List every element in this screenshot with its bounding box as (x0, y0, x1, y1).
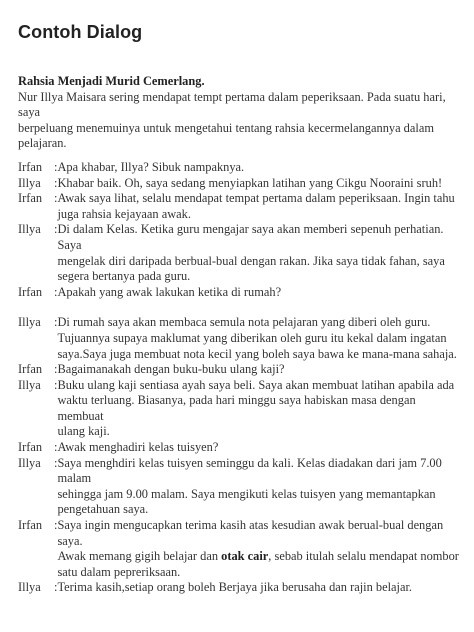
speaker-name: Illya (18, 580, 41, 595)
speaker-name: Irfan (18, 284, 43, 299)
colon: : (54, 175, 58, 190)
colon: : (54, 580, 58, 595)
speaker-name: Irfan (18, 159, 43, 174)
dialog-line (18, 378, 463, 440)
dialog-line (18, 456, 463, 518)
utterance: Buku ulang kaji sentiasa ayah saya beli. Saya akan membuat latihan apabila ada waktu terluang. Biasanya, pada hari minggu saya habiskan masa dengan membuat ulang kaji. (57, 377, 455, 439)
dialog-line (18, 362, 463, 378)
dialog (18, 160, 463, 596)
dialog-line (18, 191, 463, 222)
dialog-line (18, 176, 463, 192)
dialog-line (18, 285, 463, 301)
blank-line (18, 300, 463, 315)
utterance: Di dalam Kelas. Ketika guru mengajar saya akan memberi sepenuh perhatian. Saya mengelak diri daripada berbual-bual dengan rakan. Jika saya tidak fahan, saya segera bertanya pada guru. (57, 222, 445, 284)
colon: : (54, 377, 58, 392)
speaker-name: Illya (18, 455, 41, 470)
intro-paragraph: Nur Illya Maisara sering mendapat tempt pertama dalam peperiksaan. Pada suatu hari, saya berpeluang menemuinya untuk mengetahui tentang rahsia kecermelangannya dalam pelajaran. (18, 89, 446, 151)
dialog-line (18, 315, 463, 362)
colon: : (54, 191, 58, 206)
dialog-line (18, 580, 463, 596)
utterance-text: , sebab itulah selalu mendapat nombor satu dalam pepreriksaan. (57, 549, 459, 579)
colon: : (54, 159, 58, 174)
utterance-text: Saya ingin mengucapkan terima kasih atas kesudian awak berual-bual dengan saya. Awak memang gigih belajar dan (57, 518, 444, 564)
dialog-line (18, 518, 463, 580)
utterance: Awak menghadiri kelas tuisyen? (57, 440, 219, 455)
utterance: Apakah yang awak lakukan ketika di rumah? (57, 284, 282, 299)
colon: : (54, 222, 58, 237)
document-body (18, 74, 463, 596)
utterance: Awak saya lihat, selalu mendapat tempat pertama dalam peperiksaan. Ingin tahu juga rahsia kejayaan awak. (57, 191, 455, 221)
colon: : (54, 362, 58, 377)
utterance: Apa khabar, Illya? Sibuk nampaknya. (57, 159, 245, 174)
speaker-name: Illya (18, 377, 41, 392)
colon: : (54, 455, 58, 470)
utterance: Terima kasih,setiap orang boleh Berjaya jika berusaha dan rajin belajar. (57, 580, 412, 595)
utterance: Khabar baik. Oh, saya sedang menyiapkan latihan yang Cikgu Nooraini sruh! (57, 175, 443, 190)
bold-phrase: otak cair (221, 549, 269, 564)
dialog-line (18, 222, 463, 284)
colon: : (54, 440, 58, 455)
dialog-line (18, 440, 463, 456)
utterance: Bagaimanakah dengan buku-buku ulang kaji? (57, 362, 285, 377)
dialog-line (18, 160, 463, 176)
utterance (57, 518, 463, 580)
speaker-name: Irfan (18, 191, 43, 206)
colon: : (54, 315, 58, 330)
speaker-name: Illya (18, 315, 41, 330)
colon: : (54, 284, 58, 299)
speaker-name: Illya (18, 175, 41, 190)
utterance: Saya menghdiri kelas tuisyen seminggu da kali. Kelas diadakan dari jam 7.00 malam sehingga jam 9.00 malam. Saya mengikuti kelas tuisyen yang memantapkan pengetahuan saya. (57, 455, 442, 517)
document-title: Rahsia Menjadi Murid Cemerlang. (18, 74, 205, 88)
utterance: Di rumah saya akan membaca semula nota pelajaran yang diberi oleh guru. Tujuannya supaya maklumat yang diberikan oleh guru itu kekal dalam ingatan saya.Saya juga membuat nota kecil yang boleh saya bawa ke mana-mana sahaja. (57, 315, 457, 361)
page-heading: Contoh Dialog (18, 22, 143, 42)
colon: : (54, 518, 58, 533)
speaker-name: Illya (18, 222, 41, 237)
speaker-name: Irfan (18, 362, 43, 377)
speaker-name: Irfan (18, 440, 43, 455)
speaker-name: Irfan (18, 518, 43, 533)
